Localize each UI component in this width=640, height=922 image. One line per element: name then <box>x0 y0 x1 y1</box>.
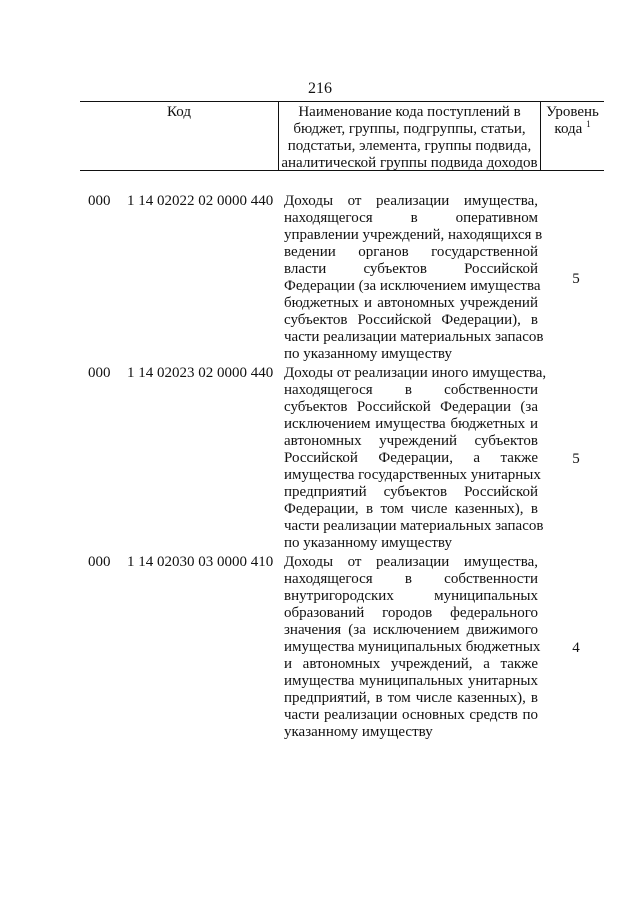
description-line: Доходы от реализации иного имущества, <box>284 365 547 381</box>
description-line: ведении органов государственной <box>284 244 538 260</box>
description-line: Доходы от реализации имущества, <box>284 193 538 209</box>
header-code-cell <box>80 102 279 170</box>
table-header <box>80 101 604 171</box>
description-line: находящегося в собственности <box>284 382 538 398</box>
description-line: части реализации материальных запасов <box>284 329 544 345</box>
description-line: находящегося в оперативном <box>284 210 538 226</box>
description-line: бюджетных и автономных учреждений <box>284 295 538 311</box>
row-admin-code: 000 <box>88 193 111 209</box>
description-line: части реализации материальных запасов <box>284 518 544 534</box>
description-line: имущества государственных унитарных <box>284 467 541 483</box>
table-row <box>0 554 640 741</box>
description-line: управлении учреждений, находящихся в <box>284 227 543 243</box>
row-description <box>284 193 544 363</box>
row-description <box>284 554 541 741</box>
page-number: 216 <box>308 80 332 97</box>
table-row <box>0 365 640 552</box>
row-level: 4 <box>572 640 580 656</box>
description-line: Федерации (за исключением имущества <box>284 278 541 294</box>
description-line: указанному имуществу <box>284 724 433 740</box>
description-line: предприятий, в том числе казенных), в <box>284 690 538 706</box>
description-line: находящегося в собственности <box>284 571 538 587</box>
header-code-label: Код <box>167 104 191 120</box>
description-line: Доходы от реализации имущества, <box>284 554 538 570</box>
row-level: 5 <box>572 451 580 467</box>
description-line: предприятий субъектов Российской <box>284 484 538 500</box>
description-line: имущества муниципальных бюджетных <box>284 639 541 655</box>
row-budget-code: 1 14 02030 03 0000 410 <box>127 554 274 570</box>
header-level-line: Уровень <box>546 104 599 120</box>
description-line: Федерации, в том числе казенных), в <box>284 501 538 517</box>
row-admin-code: 000 <box>88 554 111 570</box>
header-level-line: кода $^1$ <box>554 119 591 137</box>
description-line: части реализации основных средств по <box>284 707 538 723</box>
description-line: власти субъектов Российской <box>284 261 538 277</box>
header-name-cell <box>279 102 541 170</box>
description-line: Российской Федерации, а также <box>284 450 538 466</box>
description-line: внутригородских муниципальных <box>284 588 538 604</box>
description-line: субъектов Российской Федерации), в <box>284 312 538 328</box>
description-line: значения (за исключением движимого <box>284 622 538 638</box>
header-name-line: подстатьи, элемента, группы подвида, <box>287 138 532 154</box>
table-row <box>0 193 640 363</box>
description-line: исключением имущества бюджетных и <box>284 416 538 432</box>
row-admin-code: 000 <box>88 365 111 381</box>
description-line: имущества муниципальных унитарных <box>284 673 538 689</box>
footnote-marker: 1 <box>586 119 591 129</box>
header-level-cell <box>541 102 604 170</box>
row-description <box>284 365 547 552</box>
description-line: автономных учреждений субъектов <box>284 433 538 449</box>
description-line: субъектов Российской Федерации (за <box>284 399 538 415</box>
description-line: по указанному имуществу <box>284 535 452 551</box>
description-line: и автономных учреждений, а также <box>284 656 538 672</box>
row-level: 5 <box>572 271 580 287</box>
header-name-line: Наименование кода поступлений в <box>298 104 521 120</box>
header-name-line: бюджет, группы, подгруппы, статьи, <box>293 121 526 137</box>
row-budget-code: 1 14 02022 02 0000 440 <box>127 193 274 209</box>
header-name-line: аналитической группы подвида доходов <box>281 155 538 171</box>
row-budget-code: 1 14 02023 02 0000 440 <box>127 365 274 381</box>
description-line: образований городов федерального <box>284 605 538 621</box>
description-line: по указанному имуществу <box>284 346 452 362</box>
